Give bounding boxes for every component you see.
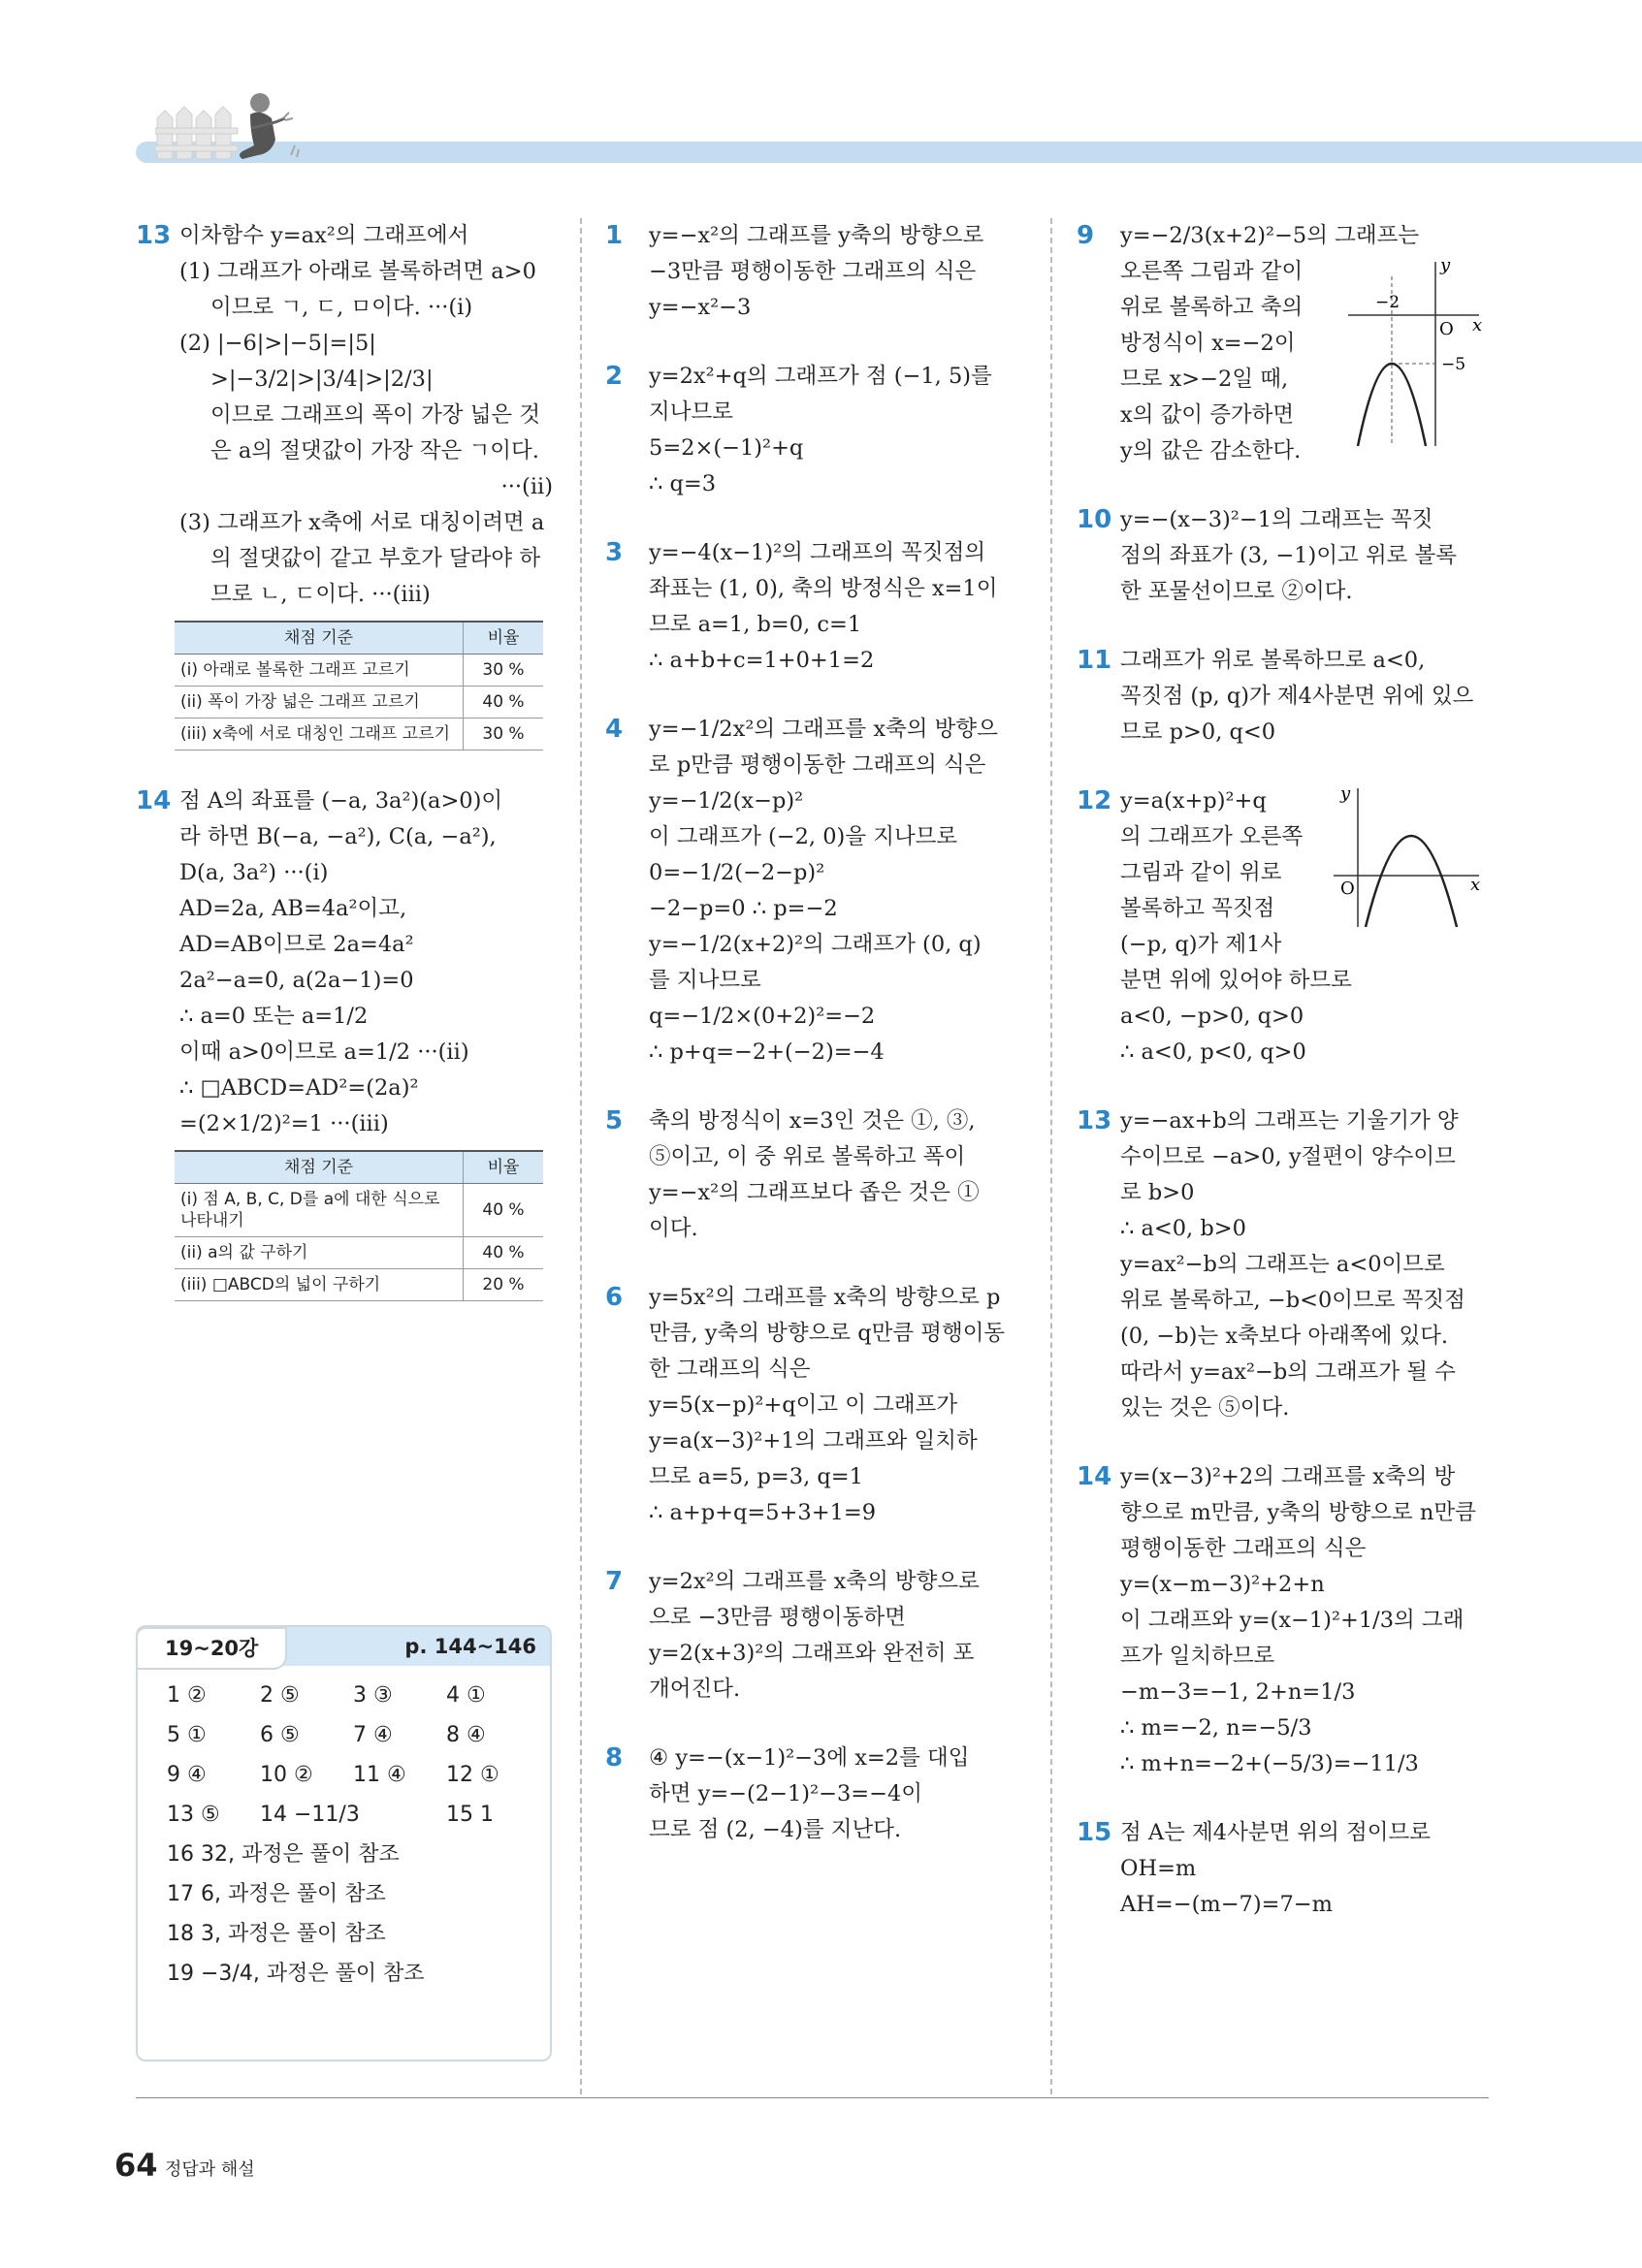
text-line: AH=−(m−7)=7−m: [1120, 1892, 1333, 1917]
text-line: −m−3=−1, 2+n=1/3: [1120, 1679, 1356, 1705]
table-cell: (ii) a의 값 구하기: [175, 1237, 464, 1269]
text-line: 5=2×(−1)²+q: [649, 435, 804, 461]
gardener-illustration: [155, 89, 301, 167]
text-line: 하면 y=−(2−1)²−3=−4이: [649, 1781, 923, 1806]
table-header: 채점 기준: [175, 622, 464, 655]
text-line: 위로 볼록하고, −b<0이므로 꼭짓점: [1120, 1288, 1465, 1313]
text-line: AD=AB이므로 2a=4a²: [179, 932, 414, 957]
text-line: ∴ □ABCD=AD²=(2a)²: [179, 1075, 419, 1101]
text-line: y=5x²의 그래프를 x축의 방향으로 p: [649, 1285, 1001, 1310]
problem-number: 8: [605, 1743, 624, 1773]
grading-table: [175, 621, 543, 751]
origin-label: O: [1439, 319, 1454, 339]
problem-number: 4: [605, 715, 624, 744]
solution-3: [605, 535, 1022, 679]
table-cell: (iii) x축에 서로 대칭인 그래프 고르기: [175, 719, 464, 751]
parabola-graph-9: [1348, 257, 1484, 451]
problem-number: 1: [605, 221, 624, 250]
problem-number: 13: [1077, 1106, 1112, 1135]
solution-7: [605, 1564, 1022, 1708]
text-line: a<0, −p>0, q>0: [1120, 1004, 1304, 1029]
problem-number: 9: [1077, 221, 1095, 250]
text-line: y=2x²의 그래프를 x축의 방향으로: [649, 1569, 980, 1594]
solution-14: [1077, 1459, 1494, 1782]
problem-number: 12: [1077, 786, 1112, 815]
x-tick-label: −2: [1375, 293, 1401, 312]
answer-item: 11 ④: [353, 1763, 406, 1787]
text-line: 만큼, y축의 방향으로 q만큼 평행이동: [649, 1321, 1006, 1346]
page-label: 정답과 해설: [165, 2159, 255, 2180]
problem-number: 14: [136, 786, 172, 815]
text-line: (2) |−6|>|−5|=|5|: [179, 331, 376, 356]
solution-9: [1077, 218, 1494, 469]
solution-13: [1077, 1103, 1494, 1426]
text-line: y=−1/2x²의 그래프를 x축의 방향으: [649, 717, 998, 742]
text-line: y=(x−3)²+2의 그래프를 x축의 방: [1120, 1464, 1456, 1489]
y-label: y: [1440, 257, 1451, 275]
text-line: ∴ p+q=−2+(−2)=−4: [649, 1039, 885, 1065]
solution-8: [605, 1741, 1022, 1848]
text-line: 이 그래프가 (−2, 0)을 지나므로: [649, 824, 958, 849]
table-row: [175, 655, 543, 687]
text-line: 이차함수 y=ax²의 그래프에서: [179, 223, 469, 248]
text-line: y=2x²+q의 그래프가 점 (−1, 5)를: [649, 364, 992, 389]
text-line: 평행이동한 그래프의 식은: [1120, 1536, 1367, 1561]
text-line: 이므로 그래프의 폭이 가장 넓은 것: [210, 402, 541, 428]
problem-number: 14: [1077, 1462, 1112, 1491]
text-line: 이다.: [649, 1216, 698, 1241]
table-cell: 40 %: [464, 1184, 544, 1237]
problem-number: 3: [605, 538, 624, 567]
answer-item: 7 ④: [353, 1723, 393, 1747]
table-header: 채점 기준: [175, 1151, 464, 1184]
text-line: 이므로 ㄱ, ㄷ, ㅁ이다. ···(i): [210, 295, 473, 320]
table-row: [175, 719, 543, 751]
text-line: 의 절댓값이 같고 부호가 달라야 하: [210, 546, 541, 571]
table-cell: 40 %: [464, 687, 544, 719]
text-line: y=−(x−3)²−1의 그래프는 꼭짓: [1120, 507, 1433, 532]
text-line: 그래프가 위로 볼록하므로 a<0,: [1120, 648, 1426, 673]
text-line: 은 a의 절댓값이 가장 작은 ㄱ이다.: [210, 438, 539, 463]
text-line: y=−1/2(x+2)²의 그래프가 (0, q): [649, 932, 982, 957]
text-line: 한 포물선이므로 ②이다.: [1120, 579, 1353, 604]
text-line: 므로 p>0, q<0: [1120, 719, 1276, 745]
text-line: y=5(x−p)²+q이고 이 그래프가: [649, 1392, 958, 1418]
text-line: AD=2a, AB=4a²이고,: [179, 896, 407, 921]
answer-row: [167, 1795, 550, 1835]
text-line: −3만큼 평행이동한 그래프의 식은: [649, 259, 977, 284]
answer-item: 19 −3/4, 과정은 풀이 참조: [167, 1962, 425, 1986]
table-row: [175, 687, 543, 719]
text-line: 오른쪽 그림과 같이: [1120, 259, 1304, 284]
table-cell: 30 %: [464, 655, 544, 687]
column-1: [136, 218, 553, 1334]
table-header: 비율: [464, 1151, 544, 1184]
text-line: y의 값은 감소한다.: [1120, 438, 1302, 463]
answer-item: 18 3, 과정은 풀이 참조: [167, 1922, 386, 1946]
solution-1: [605, 218, 1022, 326]
text-line: 0=−1/2(−2−p)²: [649, 860, 825, 885]
text-line: 이 그래프와 y=(x−1)²+1/3의 그래: [1120, 1608, 1465, 1633]
text-line: ∴ m+n=−2+(−5/3)=−11/3: [1120, 1751, 1419, 1776]
text-line: y=−1/2(x−p)²: [649, 788, 804, 814]
answer-item: 17 6, 과정은 풀이 참조: [167, 1882, 386, 1906]
text-line: OH=m: [1120, 1856, 1197, 1881]
text-line: ∴ a<0, p<0, q>0: [1120, 1039, 1306, 1065]
text-line: (1) 그래프가 아래로 볼록하려면 a>0: [179, 259, 536, 284]
problem-13-essay: [136, 218, 553, 751]
text-line: 므로 x>−2일 때,: [1120, 367, 1289, 392]
text-line: 방정식이 x=−2이: [1120, 331, 1296, 356]
text-line: y=(x−m−3)²+2+n: [1120, 1572, 1325, 1597]
table-row: [175, 1237, 543, 1269]
text-line: 따라서 y=ax²−b의 그래프가 될 수: [1120, 1359, 1456, 1385]
text-line: (−p, q)가 제1사: [1120, 932, 1282, 957]
text-line: x의 값이 증가하면: [1120, 402, 1295, 428]
text-line: 를 지나므로: [649, 968, 761, 993]
page-range: p. 144~146: [404, 1635, 536, 1658]
page-number: 64: [114, 2147, 158, 2184]
y-tick-label: −5: [1441, 355, 1466, 374]
text-line: 2a²−a=0, a(2a−1)=0: [179, 968, 414, 993]
answer-item: 6 ⑤: [260, 1723, 300, 1747]
solution-10: [1077, 502, 1494, 610]
table-cell: (iii) □ABCD의 넓이 구하기: [175, 1269, 464, 1301]
answer-item: 14 −11/3: [260, 1803, 360, 1827]
text-line: 므로 a=1, b=0, c=1: [649, 612, 862, 637]
answer-key-header: [138, 1627, 550, 1666]
origin-label: O: [1340, 878, 1355, 899]
answer-item: 9 ④: [167, 1763, 207, 1787]
answer-item: 13 ⑤: [167, 1803, 220, 1827]
problem-number: 2: [605, 362, 624, 391]
text-line: 분면 위에 있어야 하므로: [1120, 968, 1352, 993]
table-cell: (i) 점 A, B, C, D를 a에 대한 식으로 나타내기: [175, 1184, 464, 1237]
text-line: y=ax²−b의 그래프는 a<0이므로: [1120, 1252, 1445, 1277]
text-line: >|−3/2|>|3/4|>|2/3|: [210, 367, 434, 392]
grading-table: [175, 1150, 543, 1301]
solution-6: [605, 1280, 1022, 1531]
text-line: 꼭짓점 (p, q)가 제4사분면 위에 있으: [1120, 684, 1474, 709]
text-line: 향으로 m만큼, y축의 방향으로 n만큼: [1120, 1500, 1476, 1525]
table-row: [175, 1184, 543, 1237]
text-line: y=−x²의 그래프를 y축의 방향으로: [649, 223, 984, 248]
solution-4: [605, 712, 1022, 1070]
solution-2: [605, 359, 1022, 502]
table-cell: 20 %: [464, 1269, 544, 1301]
solution-12: [1077, 783, 1494, 1070]
text-line: 좌표는 (1, 0), 축의 방정식은 x=1이: [649, 576, 998, 601]
answer-item: 10 ②: [260, 1763, 313, 1787]
lesson-range: 19~20강: [136, 1627, 287, 1670]
answer-item: 15 1: [446, 1803, 494, 1827]
text-line: 위로 볼록하고 축의: [1120, 295, 1304, 320]
table-cell: (ii) 폭이 가장 넓은 그래프 고르기: [175, 687, 464, 719]
text-line: (0, −b)는 x축보다 아래쪽에 있다.: [1120, 1324, 1449, 1349]
text-line: −2−p=0 ∴ p=−2: [649, 896, 838, 921]
answer-item: 4 ①: [446, 1683, 486, 1708]
text-line: 지나므로: [649, 399, 733, 425]
x-label: x: [1472, 315, 1483, 335]
text-line: 축의 방정식이 x=3인 것은 ①, ③,: [649, 1108, 976, 1134]
text-line: ④ y=−(x−1)²−3에 x=2를 대입: [649, 1745, 970, 1771]
problem-number: 7: [605, 1567, 624, 1596]
text-line: y=−2/3(x+2)²−5의 그래프는: [1120, 223, 1420, 248]
text-line: D(a, 3a²) ···(i): [179, 860, 329, 885]
text-line: ∴ q=3: [649, 471, 717, 496]
column-divider: [580, 218, 582, 2094]
parabola-curve: [1366, 836, 1457, 927]
text-line: y=−x²의 그래프보다 좁은 것은 ①: [649, 1180, 980, 1205]
text-line: 므로 ㄴ, ㄷ이다. ···(iii): [210, 582, 431, 607]
x-label: x: [1470, 875, 1481, 895]
problem-number: 5: [605, 1106, 624, 1135]
text-line: 점 A는 제4사분면 위의 점이므로: [1120, 1820, 1431, 1845]
text-line: y=−x²−3: [649, 295, 752, 320]
table-row: [175, 1269, 543, 1301]
answer-item: 3 ③: [353, 1683, 393, 1708]
text-line: 로 p만큼 평행이동한 그래프의 식은: [649, 752, 986, 778]
text-line: =(2×1/2)²=1 ···(iii): [179, 1111, 389, 1136]
text-line: ∴ a+p+q=5+3+1=9: [649, 1500, 877, 1525]
text-line: ∴ a=0 또는 a=1/2: [179, 1004, 369, 1029]
text-line: y=−ax+b의 그래프는 기울기가 양: [1120, 1108, 1459, 1134]
footer-rule: [136, 2097, 1489, 2098]
header-band: [136, 142, 1642, 163]
y-label: y: [1340, 783, 1351, 804]
answer-row: [167, 1715, 550, 1755]
table-header: 비율: [464, 622, 544, 655]
text-line: 있는 것은 ⑤이다.: [1120, 1395, 1290, 1421]
table-cell: 40 %: [464, 1237, 544, 1269]
answer-item: 5 ①: [167, 1723, 207, 1747]
table-cell: (i) 아래로 볼록한 그래프 고르기: [175, 655, 464, 687]
problem-number: 10: [1077, 505, 1112, 534]
text-line: y=−4(x−1)²의 그래프의 꼭짓점의: [649, 540, 986, 565]
solution-11: [1077, 643, 1494, 751]
answer-item: 16 32, 과정은 풀이 참조: [167, 1842, 400, 1867]
text-line: 이때 a>0이므로 a=1/2 ···(ii): [179, 1039, 469, 1065]
text-line: 점의 좌표가 (3, −1)이고 위로 볼록: [1120, 543, 1458, 568]
answer-row: [167, 1755, 550, 1795]
solution-15: [1077, 1815, 1494, 1923]
text-line: 한 그래프의 식은: [649, 1357, 811, 1382]
text-line: 라 하면 B(−a, −a²), C(a, −a²),: [179, 824, 497, 849]
text-line: 므로 점 (2, −4)를 지난다.: [649, 1817, 902, 1842]
text-line: 프가 일치하므로: [1120, 1644, 1275, 1669]
text-line: y=2(x+3)²의 그래프와 완전히 포: [649, 1641, 975, 1666]
text-line: 로 b>0: [1120, 1180, 1195, 1205]
text-line: ···(ii): [500, 474, 553, 499]
problem-number: 13: [136, 221, 172, 250]
text-line: 점 A의 좌표를 (−a, 3a²)(a>0)이: [179, 788, 503, 814]
text-line: 그림과 같이 위로: [1120, 860, 1282, 885]
column-divider: [1050, 218, 1052, 2094]
answer-item: 8 ④: [446, 1723, 486, 1747]
text-line: y=a(x+p)²+q: [1120, 788, 1267, 814]
text-line: 므로 a=5, p=3, q=1: [649, 1464, 863, 1489]
text-line: ⑤이고, 이 중 위로 볼록하고 폭이: [649, 1144, 966, 1169]
text-line: ∴ a+b+c=1+0+1=2: [649, 648, 875, 673]
solution-5: [605, 1103, 1022, 1247]
text-line: (3) 그래프가 x축에 서로 대칭이려면 a: [179, 510, 545, 535]
answer-list: [138, 1666, 550, 1994]
text-line: q=−1/2×(0+2)²=−2: [649, 1004, 876, 1029]
text-line: 의 그래프가 오른쪽: [1120, 824, 1304, 849]
answer-item: 12 ①: [446, 1763, 499, 1787]
text-line: 수이므로 −a>0, y절편이 양수이므: [1120, 1144, 1456, 1169]
parabola-graph-12: [1329, 783, 1484, 929]
column-2: [605, 218, 1022, 1881]
column-3: [1077, 218, 1494, 1956]
answer-item: 2 ⑤: [260, 1683, 300, 1708]
answer-row: [167, 1676, 550, 1715]
table-cell: 30 %: [464, 719, 544, 751]
text-line: ∴ a<0, b>0: [1120, 1216, 1246, 1241]
answer-key-box: [136, 1625, 552, 2061]
text-line: 볼록하고 꼭짓점: [1120, 896, 1275, 921]
problem-14-essay: [136, 783, 553, 1301]
problem-number: 6: [605, 1283, 624, 1312]
text-line: ∴ m=−2, n=−5/3: [1120, 1715, 1312, 1741]
problem-number: 11: [1077, 646, 1112, 675]
text-line: 개어진다.: [649, 1677, 741, 1702]
answer-item: 1 ②: [167, 1683, 207, 1708]
text-line: y=a(x−3)²+1의 그래프와 일치하: [649, 1428, 978, 1453]
problem-number: 15: [1077, 1818, 1112, 1847]
text-line: 으로 −3만큼 평행이동하면: [649, 1605, 906, 1630]
